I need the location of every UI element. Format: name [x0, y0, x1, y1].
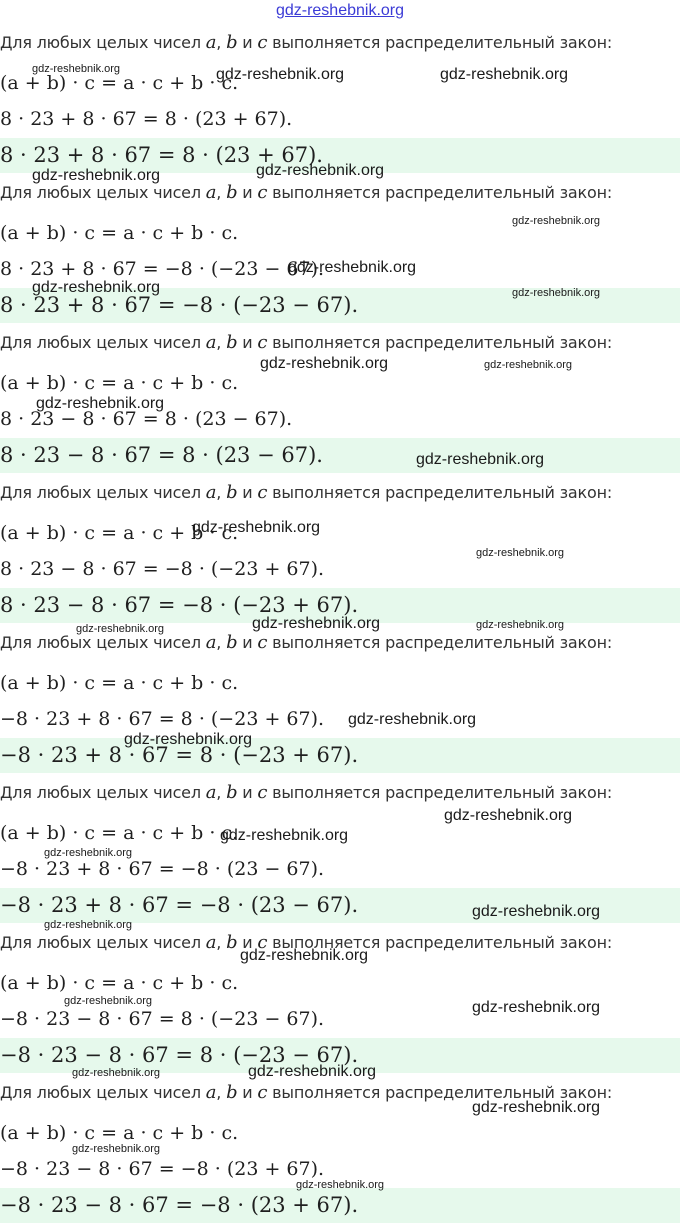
distributive-law-formula: (a + b) · c = a · c + b · c.	[0, 1122, 239, 1144]
watermark-text: gdz-reshebnik.org	[512, 287, 601, 299]
task-expression: −8 · 23 − 8 · 67 = −8 · (23 + 67).	[0, 1158, 325, 1180]
watermark-text: gdz-reshebnik.org	[260, 355, 389, 372]
distributive-law-formula: (a + b) · c = a · c + b · c.	[0, 822, 239, 844]
watermark-text: gdz-reshebnik.org	[44, 847, 133, 859]
watermark-text: gdz-reshebnik.org	[476, 619, 565, 631]
task-expression: −8 · 23 + 8 · 67 = 8 · (−23 + 67).	[0, 708, 325, 730]
watermark-text: gdz-reshebnik.org	[124, 731, 253, 748]
watermark-text: gdz-reshebnik.org	[444, 807, 573, 824]
watermark-text: gdz-reshebnik.org	[512, 215, 601, 227]
answer-expression: 8 · 23 − 8 · 67 = −8 · (−23 + 67).	[0, 593, 359, 617]
distributive-law-intro: Для любых целых чисел a, b и c выполняется распределительный закон:	[0, 182, 613, 203]
watermark-text: gdz-reshebnik.org	[256, 162, 385, 179]
solution-block	[0, 600, 680, 767]
answer-expression: 8 · 23 − 8 · 67 = 8 · (23 − 67).	[0, 443, 323, 467]
distributive-law-formula: (a + b) · c = a · c + b · c.	[0, 222, 239, 244]
task-expression: −8 · 23 − 8 · 67 = 8 · (−23 − 67).	[0, 1008, 325, 1030]
watermark-text: gdz-reshebnik.org	[44, 919, 133, 931]
watermark-text: gdz-reshebnik.org	[296, 1179, 385, 1191]
watermark-text: gdz-reshebnik.org	[32, 279, 161, 296]
watermark-text: gdz-reshebnik.org	[220, 827, 349, 844]
solution-block	[0, 900, 680, 1067]
watermark-text: gdz-reshebnik.org	[248, 1063, 377, 1080]
solution-block	[0, 450, 680, 617]
watermark-text: gdz-reshebnik.org	[72, 1067, 161, 1079]
watermark-text: gdz-reshebnik.org	[416, 451, 545, 468]
site-header-link[interactable]: gdz-reshebnik.org	[275, 2, 405, 19]
distributive-law-intro: Для любых целых чисел a, b и c выполняется распределительный закон:	[0, 32, 613, 53]
answer-expression: 8 · 23 + 8 · 67 = −8 · (−23 − 67).	[0, 293, 359, 317]
task-expression: 8 · 23 + 8 · 67 = 8 · (23 + 67).	[0, 108, 293, 130]
watermark-text: gdz-reshebnik.org	[240, 947, 369, 964]
distributive-law-intro: Для любых целых чисел a, b и c выполняется распределительный закон:	[0, 932, 613, 953]
task-expression: 8 · 23 − 8 · 67 = 8 · (23 − 67).	[0, 408, 293, 430]
watermark-text: gdz-reshebnik.org	[32, 63, 121, 75]
answer-expression: −8 · 23 + 8 · 67 = −8 · (23 − 67).	[0, 893, 359, 917]
answer-expression: −8 · 23 + 8 · 67 = 8 · (−23 + 67).	[0, 743, 359, 767]
task-expression: −8 · 23 + 8 · 67 = −8 · (23 − 67).	[0, 858, 325, 880]
watermark-text: gdz-reshebnik.org	[32, 167, 161, 184]
distributive-law-formula: (a + b) · c = a · c + b · c.	[0, 522, 239, 544]
watermark-text: gdz-reshebnik.org	[476, 547, 565, 559]
distributive-law-intro: Для любых целых чисел a, b и c выполняется распределительный закон:	[0, 632, 613, 653]
watermark-text: gdz-reshebnik.org	[192, 519, 321, 536]
watermark-text: gdz-reshebnik.org	[288, 259, 417, 276]
distributive-law-formula: (a + b) · c = a · c + b · c.	[0, 372, 239, 394]
watermark-text: gdz-reshebnik.org	[64, 995, 153, 1007]
watermark-text: gdz-reshebnik.org	[72, 1143, 161, 1155]
distributive-law-intro: Для любых целых чисел a, b и c выполняется распределительный закон:	[0, 482, 613, 503]
watermark-text: gdz-reshebnik.org	[440, 66, 569, 83]
watermark-text: gdz-reshebnik.org	[348, 711, 477, 728]
answer-expression: 8 · 23 + 8 · 67 = 8 · (23 + 67).	[0, 143, 323, 167]
solution-block	[0, 0, 680, 167]
answer-expression: −8 · 23 − 8 · 67 = −8 · (23 + 67).	[0, 1193, 359, 1217]
distributive-law-intro: Для любых целых чисел a, b и c выполняется распределительный закон:	[0, 1082, 613, 1103]
watermark-text: gdz-reshebnik.org	[472, 1099, 601, 1116]
task-expression: 8 · 23 − 8 · 67 = −8 · (−23 + 67).	[0, 558, 325, 580]
watermark-text: gdz-reshebnik.org	[252, 615, 381, 632]
distributive-law-formula: (a + b) · c = a · c + b · c.	[0, 672, 239, 694]
watermark-text: gdz-reshebnik.org	[484, 359, 573, 371]
distributive-law-formula: (a + b) · c = a · c + b · c.	[0, 972, 239, 994]
answer-row	[0, 1188, 680, 1223]
distributive-law-intro: Для любых целых чисел a, b и c выполняется распределительный закон:	[0, 332, 613, 353]
solution-block	[0, 1050, 680, 1217]
watermark-text: gdz-reshebnik.org	[76, 623, 165, 635]
watermark-text: gdz-reshebnik.org	[216, 66, 345, 83]
distributive-law-formula: (a + b) · c = a · c + b · c.	[0, 72, 239, 94]
task-expression: 8 · 23 + 8 · 67 = −8 · (−23 − 67).	[0, 258, 325, 280]
watermark-text: gdz-reshebnik.org	[472, 999, 601, 1016]
watermark-text: gdz-reshebnik.org	[472, 903, 601, 920]
watermark-text: gdz-reshebnik.org	[36, 395, 165, 412]
solution-block	[0, 150, 680, 317]
distributive-law-intro: Для любых целых чисел a, b и c выполняется распределительный закон:	[0, 782, 613, 803]
answer-expression: −8 · 23 − 8 · 67 = 8 · (−23 − 67).	[0, 1043, 359, 1067]
